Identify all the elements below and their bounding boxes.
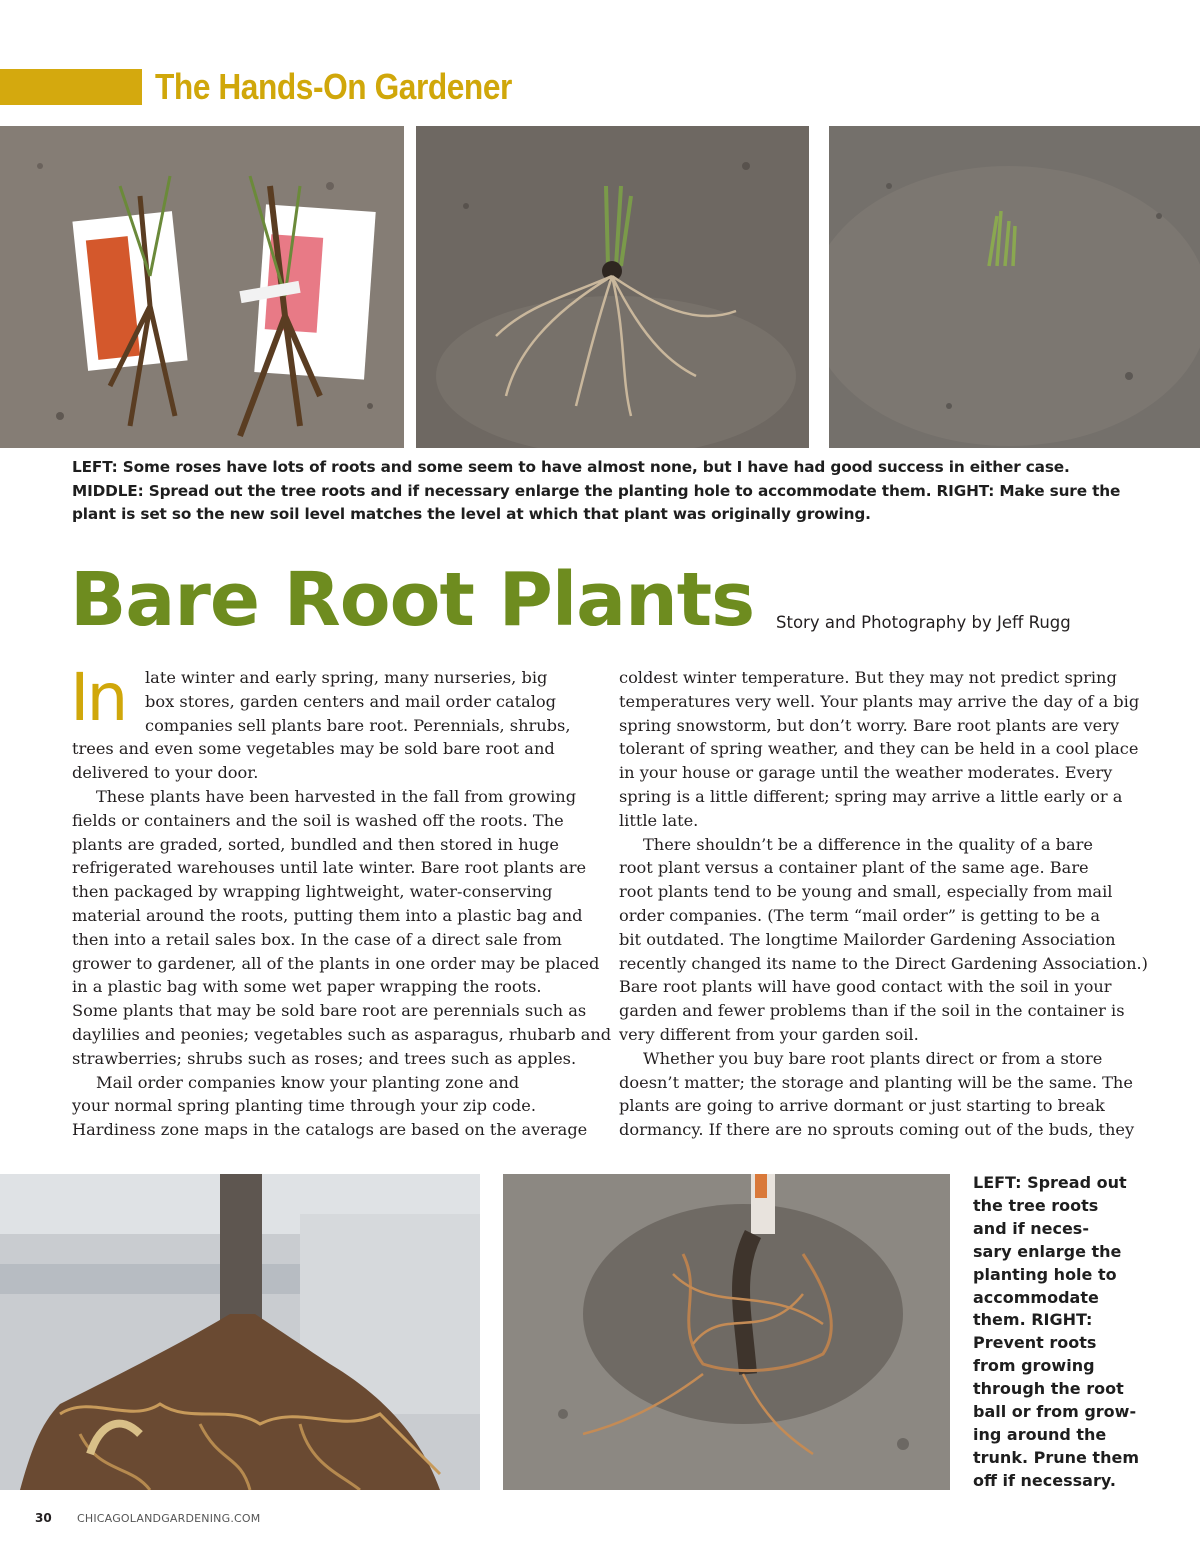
body-line: box stores, garden centers and mail order catalog [145, 691, 557, 711]
section-title: The Hands-On Gardener [155, 66, 512, 107]
body-column-right [619, 666, 1148, 1142]
photo-top-middle [416, 126, 809, 448]
photo-top-left [0, 126, 404, 448]
body-line: material around the roots, putting them into a plastic bag and [72, 905, 583, 925]
body-line: plants are going to arrive dormant or just starting to break [619, 1096, 1105, 1116]
body-line: refrigerated warehouses until late winter. Bare root plants are [72, 858, 587, 878]
body-line: spring snowstorm, but don’t worry. Bare root plants are very [619, 715, 1120, 735]
body-line: delivered to your door. [72, 763, 259, 783]
body-line: temperatures very well. Your plants may arrive the day of a big [619, 691, 1140, 711]
body-line: Hardiness zone maps in the catalogs are based on the average [72, 1120, 588, 1140]
body-line: then packaged by wrapping lightweight, water-conserving [72, 882, 553, 902]
caption-line: plant is set so the new soil level matches the level at which that plant was originally growing. [72, 505, 871, 523]
photo-top-right [829, 126, 1200, 448]
body-line: root plants tend to be young and small, especially from mail [619, 882, 1113, 902]
drop-cap: In [70, 659, 126, 736]
caption-line: and if neces- [973, 1218, 1089, 1238]
body-line: late winter and early spring, many nurseries, big [145, 668, 548, 687]
footer-website: CHICAGOLANDGARDENING.COM [77, 1512, 261, 1525]
caption-line: planting hole to [973, 1264, 1117, 1284]
caption-line: the tree roots [973, 1195, 1099, 1215]
body-line: grower to gardener, all of the plants in one order may be placed [72, 953, 600, 973]
caption-line: them. RIGHT: [973, 1310, 1093, 1330]
caption-line: ing around the [973, 1424, 1107, 1444]
photo-bottom-left [0, 1174, 480, 1490]
body-line: strawberries; shrubs such as roses; and trees such as apples. [72, 1048, 577, 1068]
body-line: trees and even some vegetables may be sold bare root and [72, 739, 555, 759]
article-byline: Story and Photography by Jeff Rugg [776, 613, 1071, 632]
body-line: There shouldn’t be a difference in the quality of a bare [643, 834, 1093, 854]
body-line: your normal spring planting time through your zip code. [72, 1096, 537, 1116]
caption-line: trunk. Prune them [973, 1447, 1139, 1467]
top-photo-caption [72, 456, 1142, 527]
body-line: garden and fewer problems than if the soil in the container is [619, 1001, 1125, 1021]
article-headline: Bare Root Plants [70, 557, 755, 643]
body-line: in a plastic bag with some wet paper wrapping the roots. [72, 977, 542, 997]
body-line: little late. [619, 810, 699, 830]
body-column-left [72, 666, 612, 1142]
photo-bottom-right [503, 1174, 950, 1490]
body-line: spring is a little different; spring may arrive a little early or a [619, 786, 1123, 806]
caption-line: LEFT: Some roses have lots of roots and some seem to have almost none, but I have had good success in either case. [72, 458, 1070, 476]
caption-line: sary enlarge the [973, 1241, 1122, 1261]
body-line: plants are graded, sorted, bundled and then stored in huge [72, 834, 559, 854]
body-line: very different from your garden soil. [619, 1024, 919, 1044]
caption-line: through the root [973, 1379, 1124, 1399]
caption-line: MIDDLE: Spread out the tree roots and if necessary enlarge the planting hole to accommodate them. RIGHT: Make sure the [72, 481, 1121, 500]
caption-line: ball or from grow- [973, 1402, 1137, 1422]
body-line: dormancy. If there are no sprouts coming out of the buds, they [619, 1120, 1135, 1140]
caption-line: off if necessary. [973, 1470, 1116, 1490]
body-line: Some plants that may be sold bare root are perennials such as [72, 1001, 587, 1021]
body-line: These plants have been harvested in the fall from growing [96, 786, 577, 806]
body-line: Bare root plants will have good contact with the soil in your [619, 977, 1112, 997]
body-line: coldest winter temperature. But they may not predict spring [619, 668, 1117, 687]
body-line: then into a retail sales box. In the case of a direct sale from [72, 929, 562, 949]
caption-line: accommodate [973, 1287, 1099, 1307]
bottom-photo-caption [973, 1172, 1153, 1493]
caption-line: Prevent roots [973, 1333, 1097, 1353]
section-color-bar [0, 69, 142, 105]
body-line: root plant versus a container plant of the same age. Bare [619, 858, 1089, 878]
body-line: order companies. (The term “mail order” is getting to be a [619, 905, 1101, 925]
body-line: fields or containers and the soil is washed off the roots. The [72, 810, 564, 830]
caption-line: LEFT: Spread out [973, 1173, 1127, 1192]
body-line: in your house or garage until the weather moderates. Every [619, 763, 1113, 783]
body-line: Whether you buy bare root plants direct or from a store [643, 1048, 1103, 1068]
body-line: daylilies and peonies; vegetables such as asparagus, rhubarb and [72, 1024, 612, 1044]
page-number: 30 [35, 1511, 52, 1525]
body-line: companies sell plants bare root. Perennials, shrubs, [145, 715, 571, 735]
body-line: bit outdated. The longtime Mailorder Gardening Association [619, 929, 1116, 949]
body-line: doesn’t matter; the storage and planting will be the same. The [619, 1072, 1133, 1092]
body-line: recently changed its name to the Direct Gardening Association.) [619, 953, 1148, 973]
body-line: Mail order companies know your planting zone and [96, 1072, 520, 1092]
body-line: tolerant of spring weather, and they can be held in a cool place [619, 739, 1139, 759]
caption-line: from growing [973, 1356, 1095, 1376]
